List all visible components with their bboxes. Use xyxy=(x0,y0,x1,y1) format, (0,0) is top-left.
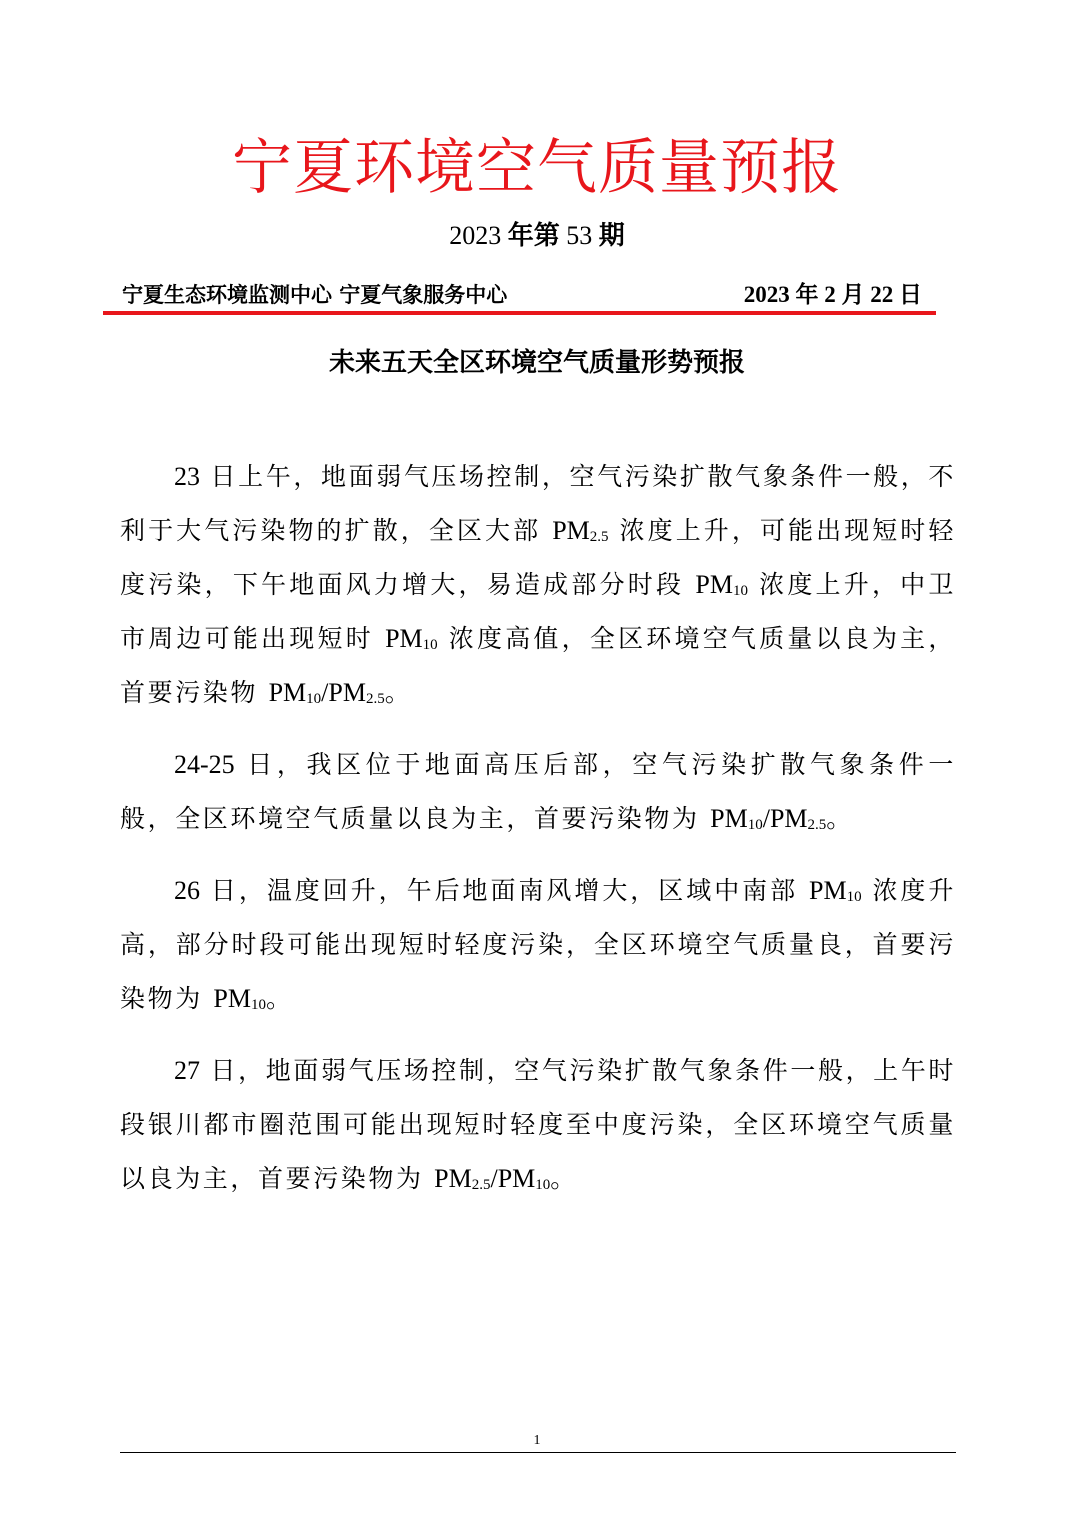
pollutant-subscript: 2.5 xyxy=(807,817,827,833)
page-number: 1 xyxy=(533,1433,541,1448)
text-run: 。 xyxy=(384,678,413,707)
text-run: 浓度高值，全区环境空气质量以良为主，首要污染物 xyxy=(120,624,956,707)
text-run: 浓度上升，可能出现短时轻度污染，下午地面风力增大，易造成部分时段 xyxy=(120,516,956,599)
pollutant-name: PM xyxy=(268,678,307,707)
forecast-paragraph-26 xyxy=(120,864,956,1026)
forecast-paragraph-27 xyxy=(120,1044,956,1206)
pollutant-name: /PM xyxy=(762,804,808,833)
day-label: 27 xyxy=(174,1056,200,1085)
pollutant-subscript: 10 xyxy=(306,691,322,707)
forecast-paragraph-24-25 xyxy=(120,738,956,846)
section-title: 未来五天全区环境空气质量形势预报 xyxy=(328,348,745,378)
issue-number xyxy=(0,218,1074,254)
text-run: 。 xyxy=(826,804,854,833)
issue-year-unit: 年第 xyxy=(507,221,560,250)
text-run: 日，地面弱气压场控制，空气污染扩散气象条件一般，上午时段银川都市圈范围可能出现短时轻度至中度污染，全区环境空气质量以良为主，首要污染物为 xyxy=(120,1056,956,1193)
issue-number-unit: 期 xyxy=(598,221,625,250)
pollutant-subscript: 10 xyxy=(422,637,438,653)
pollutant-name: /PM xyxy=(321,678,366,707)
forecast-body xyxy=(120,450,956,1224)
issue-number-value: 53 xyxy=(566,221,593,250)
text-run: 浓度升高，部分时段可能出现短时轻度污染，全区环境空气质量良，首要污染物为 xyxy=(120,876,956,1013)
pollutant-name: PM xyxy=(808,876,847,905)
pollutant-name: /PM xyxy=(490,1164,536,1193)
header-divider xyxy=(103,311,936,315)
page-title: 宁夏环境空气质量预报 xyxy=(232,133,842,203)
pollutant-name: PM xyxy=(213,984,251,1013)
pollutant-subscript: 10 xyxy=(250,997,266,1013)
publisher-agencies: 宁夏生态环境监测中心 宁夏气象服务中心 xyxy=(122,283,508,307)
issue-year: 2023 xyxy=(449,221,502,250)
pollutant-subscript: 2.5 xyxy=(589,529,609,545)
pollutant-subscript: 2.5 xyxy=(471,1177,491,1193)
day-label: 26 xyxy=(174,876,200,905)
forecast-paragraph-23 xyxy=(120,450,956,720)
pollutant-subscript: 10 xyxy=(732,583,748,599)
pollutant-subscript: 10 xyxy=(846,889,862,905)
pollutant-subscript: 10 xyxy=(747,817,763,833)
text-run: 。 xyxy=(550,1164,578,1193)
footer-divider xyxy=(120,1452,956,1453)
pollutant-subscript: 2.5 xyxy=(365,691,385,707)
publish-date: 2023 年 2 月 22 日 xyxy=(743,282,922,307)
day-label: 23 xyxy=(174,462,200,491)
pollutant-name: PM xyxy=(695,570,733,599)
pollutant-name: PM xyxy=(710,804,748,833)
publisher-line xyxy=(122,280,922,310)
text-run: 日，温度回升，午后地面南风增大，区域中南部 xyxy=(200,876,809,905)
text-run: 日，我区位于地面高压后部，空气污染扩散气象条件一般，全区环境空气质量以良为主，首要污染物为 xyxy=(120,750,956,833)
pollutant-name: PM xyxy=(552,516,590,545)
text-run: 。 xyxy=(265,984,294,1013)
day-label: 24-25 xyxy=(174,750,235,779)
pollutant-name: PM xyxy=(385,624,423,653)
text-run: 浓度上升，中卫市周边可能出现短时 xyxy=(120,570,956,653)
pollutant-name: PM xyxy=(434,1164,472,1193)
pollutant-subscript: 10 xyxy=(535,1177,551,1193)
text-run: 日上午，地面弱气压场控制，空气污染扩散气象条件一般，不利于大气污染物的扩散，全区大部 xyxy=(120,462,956,545)
